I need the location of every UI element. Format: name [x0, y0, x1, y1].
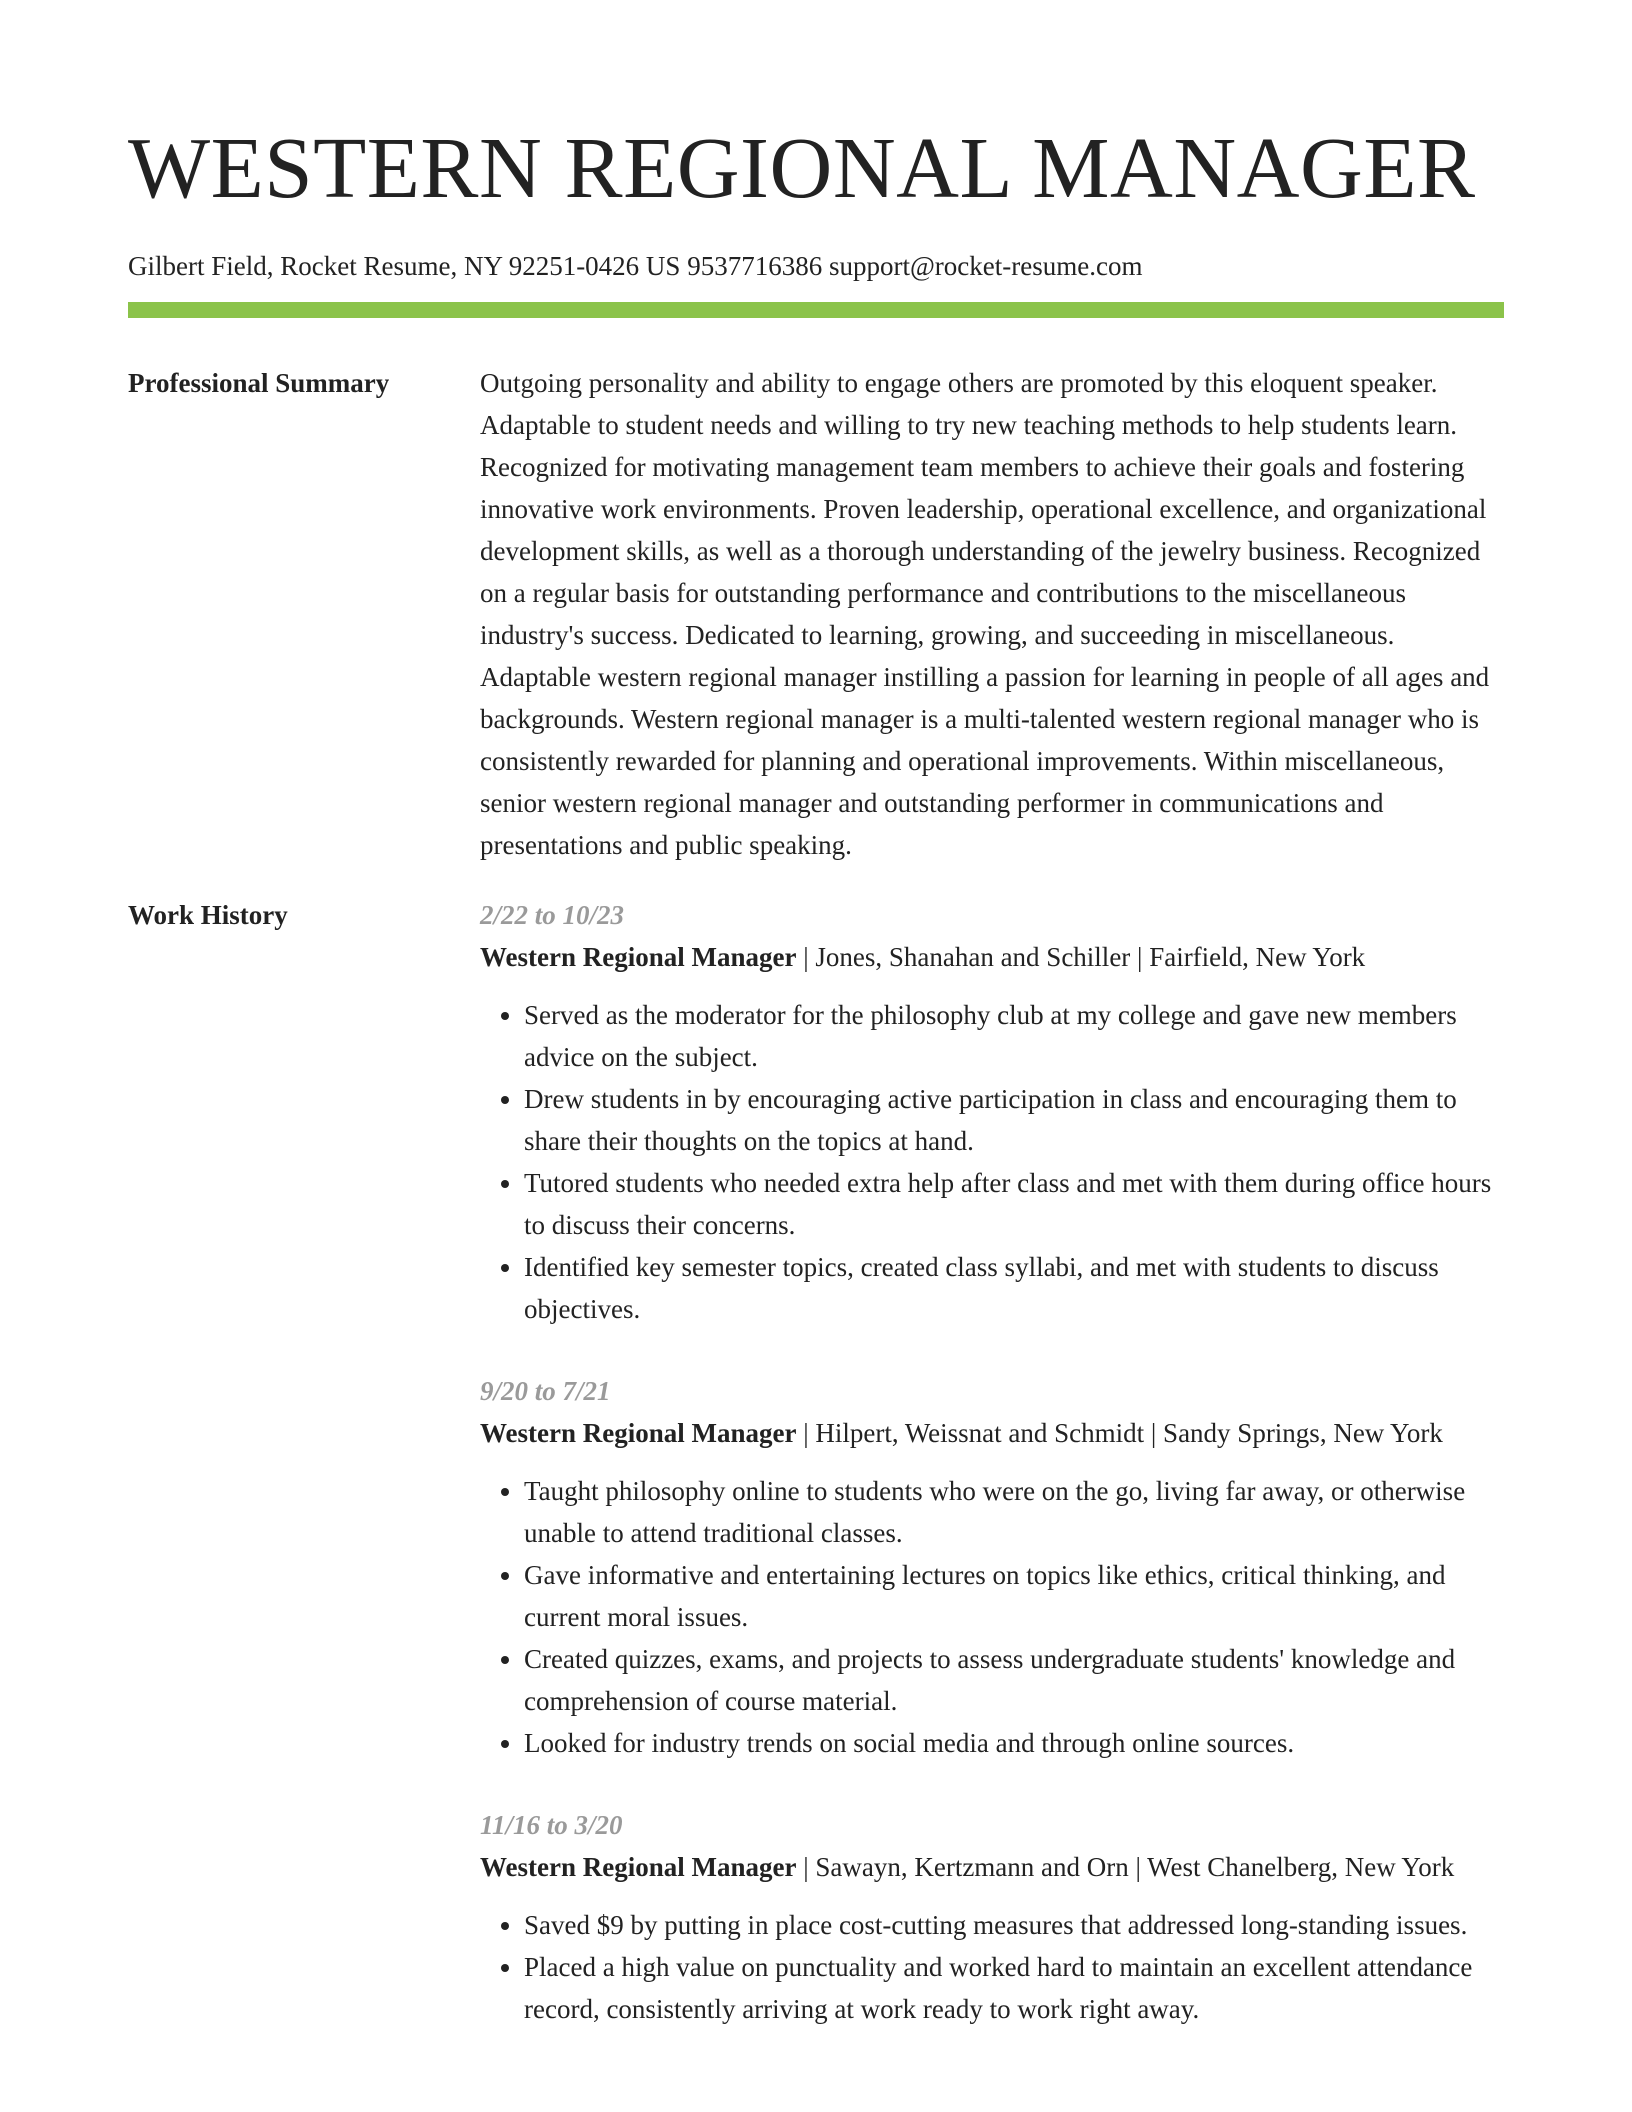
job-bullet: • Served as the moderator for the philosophy club at my college and gave new members advice on the subject.: [524, 994, 1504, 1078]
summary-body: [480, 366, 1504, 866]
work-history-body: [480, 898, 1504, 2074]
job-bullet: • Placed a high value on punctuality and worked hard to maintain an excellent attendance record, consistently arriving at work ready to work right away.: [524, 1946, 1504, 2030]
summary-section: [128, 366, 1504, 866]
section-label-summary: Professional Summary: [128, 368, 390, 398]
job-details: | Hilpert, Weissnat and Schmidt | Sandy Springs, New York: [796, 1418, 1443, 1448]
job-bullet: • Taught philosophy online to students who were on the go, living far away, or otherwise unable to attend traditional classes.: [524, 1470, 1504, 1554]
job-dates: 2/22 to 10/23: [480, 900, 625, 930]
job-bullet-list: [480, 1904, 1504, 2030]
job-title: Western Regional Manager: [480, 942, 797, 972]
job-details: | Sawayn, Kertzmann and Orn | West Chanelberg, New York: [796, 1852, 1455, 1882]
job-entry: [480, 894, 1504, 1330]
job-bullet-list: [480, 994, 1504, 1330]
job-dates: 9/20 to 7/21: [480, 1376, 611, 1406]
job-header: [480, 1412, 1504, 1454]
resume-page: [128, 0, 1504, 2074]
job-header: [480, 1846, 1504, 1888]
job-entry: [480, 1804, 1504, 2030]
job-details: | Jones, Shanahan and Schiller | Fairfield, New York: [796, 942, 1366, 972]
resume-title: WESTERN REGIONAL MANAGER: [128, 119, 1476, 216]
job-title: Western Regional Manager: [480, 1418, 797, 1448]
job-bullet: • Looked for industry trends on social media and through online sources.: [524, 1722, 1504, 1764]
job-bullet: • Identified key semester topics, created class syllabi, and met with students to discuss objectives.: [524, 1246, 1504, 1330]
summary-text: Outgoing personality and ability to engage others are promoted by this eloquent speaker. Adaptable to student needs and willing to try new teaching methods to help students learn. Recognized for motivating management team members to achieve their goals and fostering innovative work environments. Proven leadership, operational excellence, and organizational development skills, as well as a thorough understanding of the jewelry business. Recognized on a regular basis for outstanding performance and contributions to the miscellaneous industry's success. Dedicated to learning, growing, and succeeding in miscellaneous. Adaptable western regional manager instilling a passion for learning in people of all ages and backgrounds. Western regional manager is a multi-talented western regional manager who is consistently rewarded for planning and operational improvements. Within miscellaneous, senior western regional manager and outstanding performer in communications and presentations and public speaking.: [480, 368, 1490, 860]
contact-line: Gilbert Field, Rocket Resume, NY 92251-0426 US 9537716386 support@rocket-resume.com: [128, 251, 1143, 281]
job-bullet: • Gave informative and entertaining lectures on topics like ethics, critical thinking, and current moral issues.: [524, 1554, 1504, 1638]
work-history-section: [128, 898, 1504, 2074]
job-header: [480, 936, 1504, 978]
section-label-work-history: Work History: [128, 900, 288, 930]
job-bullet-list: [480, 1470, 1504, 1764]
job-dates: 11/16 to 3/20: [480, 1810, 623, 1840]
job-bullet: • Tutored students who needed extra help after class and met with them during office hours to discuss their concerns.: [524, 1162, 1504, 1246]
job-entry: [480, 1370, 1504, 1764]
accent-divider: [128, 302, 1504, 318]
job-title: Western Regional Manager: [480, 1852, 797, 1882]
job-bullet: • Created quizzes, exams, and projects to assess undergraduate students' knowledge and comprehension of course material.: [524, 1638, 1504, 1722]
job-bullet: • Saved $9 by putting in place cost-cutting measures that addressed long-standing issues.: [524, 1904, 1504, 1946]
job-bullet: • Drew students in by encouraging active participation in class and encouraging them to share their thoughts on the topics at hand.: [524, 1078, 1504, 1162]
